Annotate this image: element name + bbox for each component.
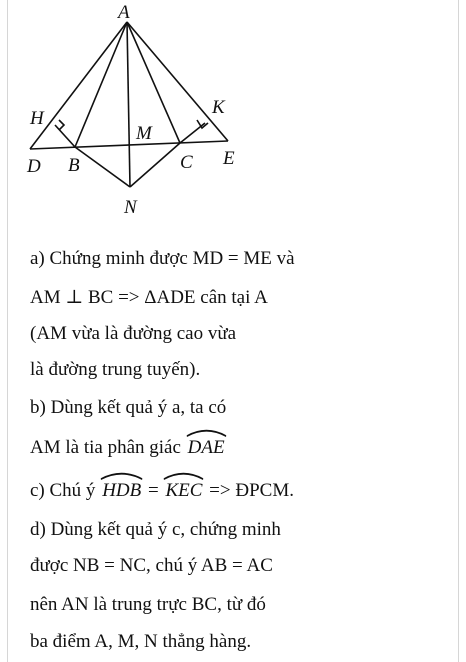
text-line-7-prefix: c) Chú ý [30, 480, 96, 501]
label-E: E [223, 148, 235, 169]
text-line-11: ba điểm A, M, N thẳng hàng. [30, 631, 252, 652]
text-line-4: là đường trung tuyến). [30, 359, 201, 380]
label-D: D [27, 156, 41, 177]
text-line-9: được NB = NC, chú ý AB = AC [30, 555, 273, 576]
label-C: C [180, 152, 193, 173]
text-line-6-prefix: AM là tia phân giác [30, 437, 181, 458]
text-line-10: nên AN là trung trực BC, từ đó [30, 594, 266, 615]
segment-AB [75, 22, 127, 147]
label-H: H [30, 108, 44, 129]
segment-BN [75, 147, 130, 187]
angle-KEC [163, 480, 204, 502]
label-M: M [136, 123, 152, 144]
text-line-8: d) Dùng kết quả ý c, chứng minh [30, 519, 281, 540]
text-line-5: b) Dùng kết quả ý a, ta có [30, 397, 227, 418]
label-K: K [212, 97, 225, 118]
right-angle-mark-H [59, 120, 64, 130]
text-line-7-suffix: => ĐPCM. [204, 480, 294, 501]
angle-DAE-text: DAE [187, 437, 225, 458]
angle-KEC-text: KEC [165, 480, 203, 501]
text-line-1: a) Chứng minh được MD = ME và [30, 248, 295, 269]
angle-arc-DAE [186, 428, 227, 437]
segment-BH [55, 125, 75, 147]
angle-DAE [186, 437, 227, 459]
label-A: A [118, 2, 130, 23]
segment-AC [127, 22, 180, 143]
segment-AD [30, 22, 127, 149]
equals-sign: = [143, 480, 164, 501]
label-B: B [68, 155, 80, 176]
angle-arc-HDB [100, 471, 143, 480]
geometry-diagram [0, 0, 466, 225]
segment-AN [127, 22, 130, 187]
angle-HDB-text: HDB [102, 480, 142, 501]
text-line-3: (AM vừa là đường cao vừa [30, 323, 237, 344]
label-N: N [124, 197, 137, 218]
angle-arc-KEC [163, 471, 204, 480]
text-line-6 [30, 437, 227, 459]
text-line-2: AM ⊥ BC => ΔADE cân tại A [30, 287, 268, 308]
text-line-7 [30, 480, 294, 502]
segment-CN [130, 143, 180, 187]
angle-HDB [100, 480, 143, 502]
